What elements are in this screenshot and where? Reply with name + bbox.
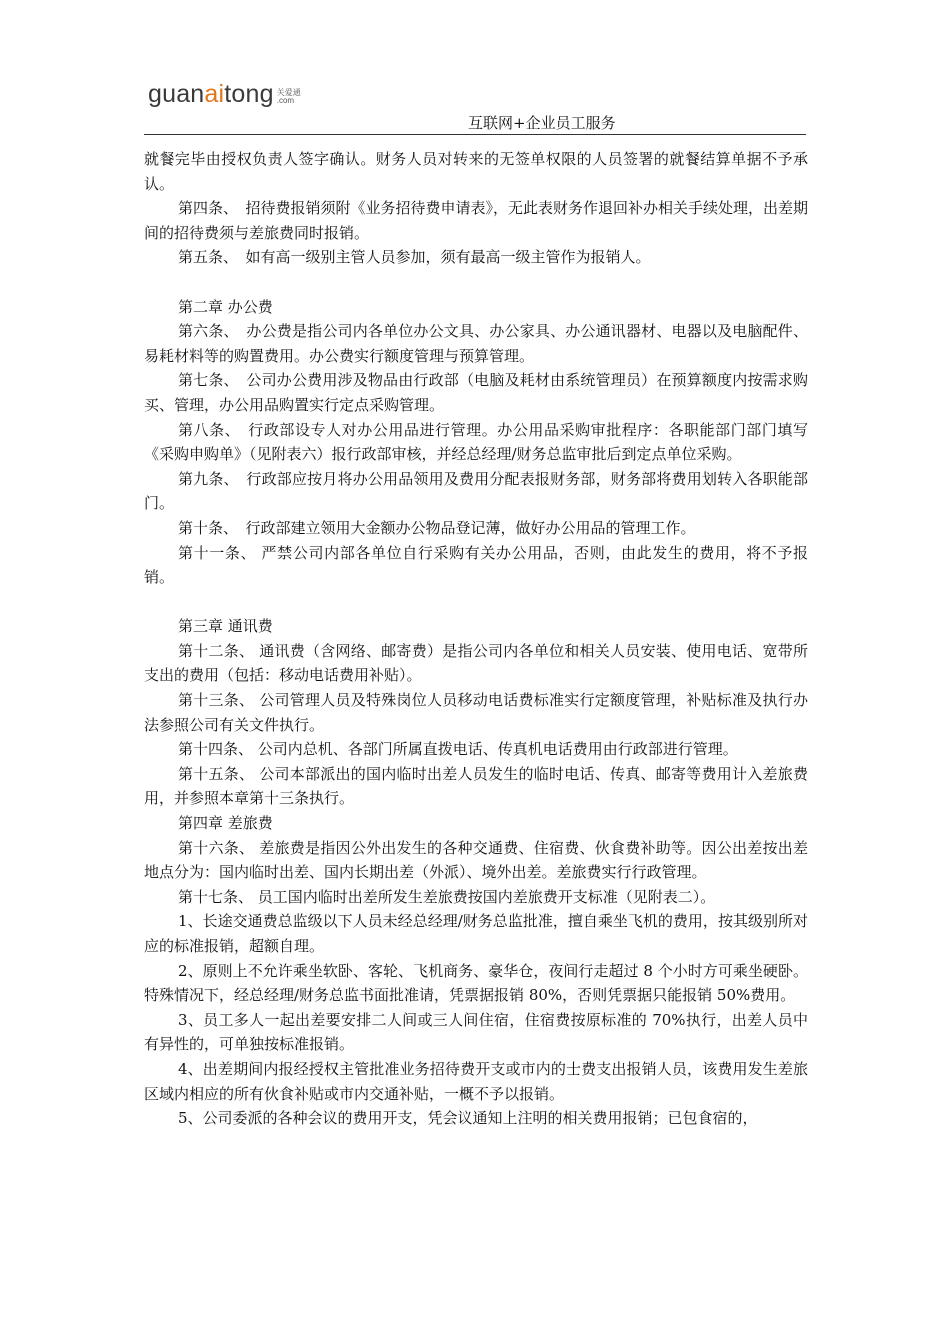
company-logo: guanaitong 关爱通 .com — [148, 80, 301, 108]
paragraph: 第十四条、 公司内总机、各部门所属直拨电话、传真机电话费用由行政部进行管理。 — [178, 740, 738, 759]
paragraph: 第十五条、 公司本部派出的国内临时出差人员发生的临时电话、传真、邮寄等费用计入差旅费用，并参照本章第十三条执行。 — [144, 764, 808, 808]
paragraph: 第五条、 如有高一级别主管人员参加，须有最高一级主管作为报销人。 — [178, 248, 651, 267]
paragraph: 1、长途交通费总监级以下人员未经总经理/财务总监批准，擅自乘坐飞机的费用，按其级别所对应的标准报销，超额自理。 — [144, 912, 808, 955]
paragraph: 第十二条、 通讯费（含网络、邮寄费）是指公司内各单位和相关人员安装、使用电话、宽带所支出的费用（包括：移动电话费用补贴）。 — [144, 641, 808, 685]
paragraph: 第三章 通讯费 — [178, 617, 273, 636]
paragraph: 第十七条、 员工国内临时出差所发生差旅费按国内差旅费开支标准（见附表二）。 — [178, 887, 716, 906]
paragraph: 第四章 差旅费 — [178, 814, 273, 833]
document-body — [144, 147, 808, 1131]
paragraph: 5、公司委派的各种会议的费用开支，凭会议通知上注明的相关费用报销；已包食宿的， — [178, 1109, 758, 1128]
paragraph: 第十三条、 公司管理人员及特殊岗位人员移动电话费标准实行定额度管理，补贴标准及执行办法参照公司有关文件执行。 — [144, 691, 808, 734]
header-divider — [144, 134, 806, 135]
paragraph: 就餐完毕由授权负责人签字确认。财务人员对转来的无签单权限的人员签署的就餐结算单据不予承认。 — [144, 150, 808, 193]
paragraph: 第六条、 办公费是指公司内各单位办公文具、办公家具、办公通讯器材、电器以及电脑配件、易耗材料等的购置费用。办公费实行额度管理与预算管理。 — [144, 322, 808, 365]
paragraph: 第四条、 招待费报销须附《业务招待费申请表》，无此表财务作退回补办相关手续处理，出差期间的招待费须与差旅费同时报销。 — [144, 199, 809, 242]
paragraph: 2、原则上不允许乘坐软卧、客轮、飞机商务、豪华仓，夜间行走超过 8 个小时方可乘坐硬卧。特殊情况下，经总经理/财务总监书面批准请，凭票据报销 80%，否则凭票据只能报销 50%费用。 — [144, 961, 808, 1005]
paragraph: 第七条、 公司办公费用涉及物品由行政部（电脑及耗材由系统管理员）在预算额度内按需求购买、管理，办公用品购置实行定点采购管理。 — [144, 371, 808, 414]
paragraph: 第十一条、 严禁公司内部各单位自行采购有关办公用品，否则，由此发生的费用，将不予报销。 — [144, 543, 808, 587]
paragraph: 第十六条、 差旅费是指因公外出发生的各种交通费、住宿费、伙食费补助等。因公出差按出差地点分为：国内临时出差、国内长期出差（外派）、境外出差。差旅费实行行政管理。 — [144, 838, 808, 882]
paragraph: 第十条、 行政部建立领用大金额办公物品登记薄，做好办公用品的管理工作。 — [178, 518, 696, 537]
paragraph: 第八条、 行政部设专人对办公用品进行管理。办公用品采购审批程序：各职能部门部门填写《采购申购单》（见附表六）报行政部审核，并经总经理/财务总监审批后到定点单位采购。 — [144, 420, 808, 464]
paragraph: 4、出差期间内报经授权主管批准业务招待费开支或市内的士费支出报销人员，该费用发生差旅区域内相应的所有伙食补贴或市内交通补贴，一概不予以报销。 — [144, 1059, 808, 1103]
paragraph: 第九条、 行政部应按月将办公用品领用及费用分配表报财务部，财务部将费用划转入各职能部门。 — [144, 469, 808, 513]
paragraph: 第二章 办公费 — [178, 297, 273, 316]
paragraph-gap — [144, 590, 808, 615]
paragraph: 3、员工多人一起出差要安排二人间或三人间住宿，住宿费按原标准的 70%执行，出差人员中有异性的，可单独按标准报销。 — [144, 1010, 808, 1054]
paragraph-gap — [144, 270, 808, 295]
header-tagline: 互联网+企业员工服务 — [468, 114, 616, 132]
